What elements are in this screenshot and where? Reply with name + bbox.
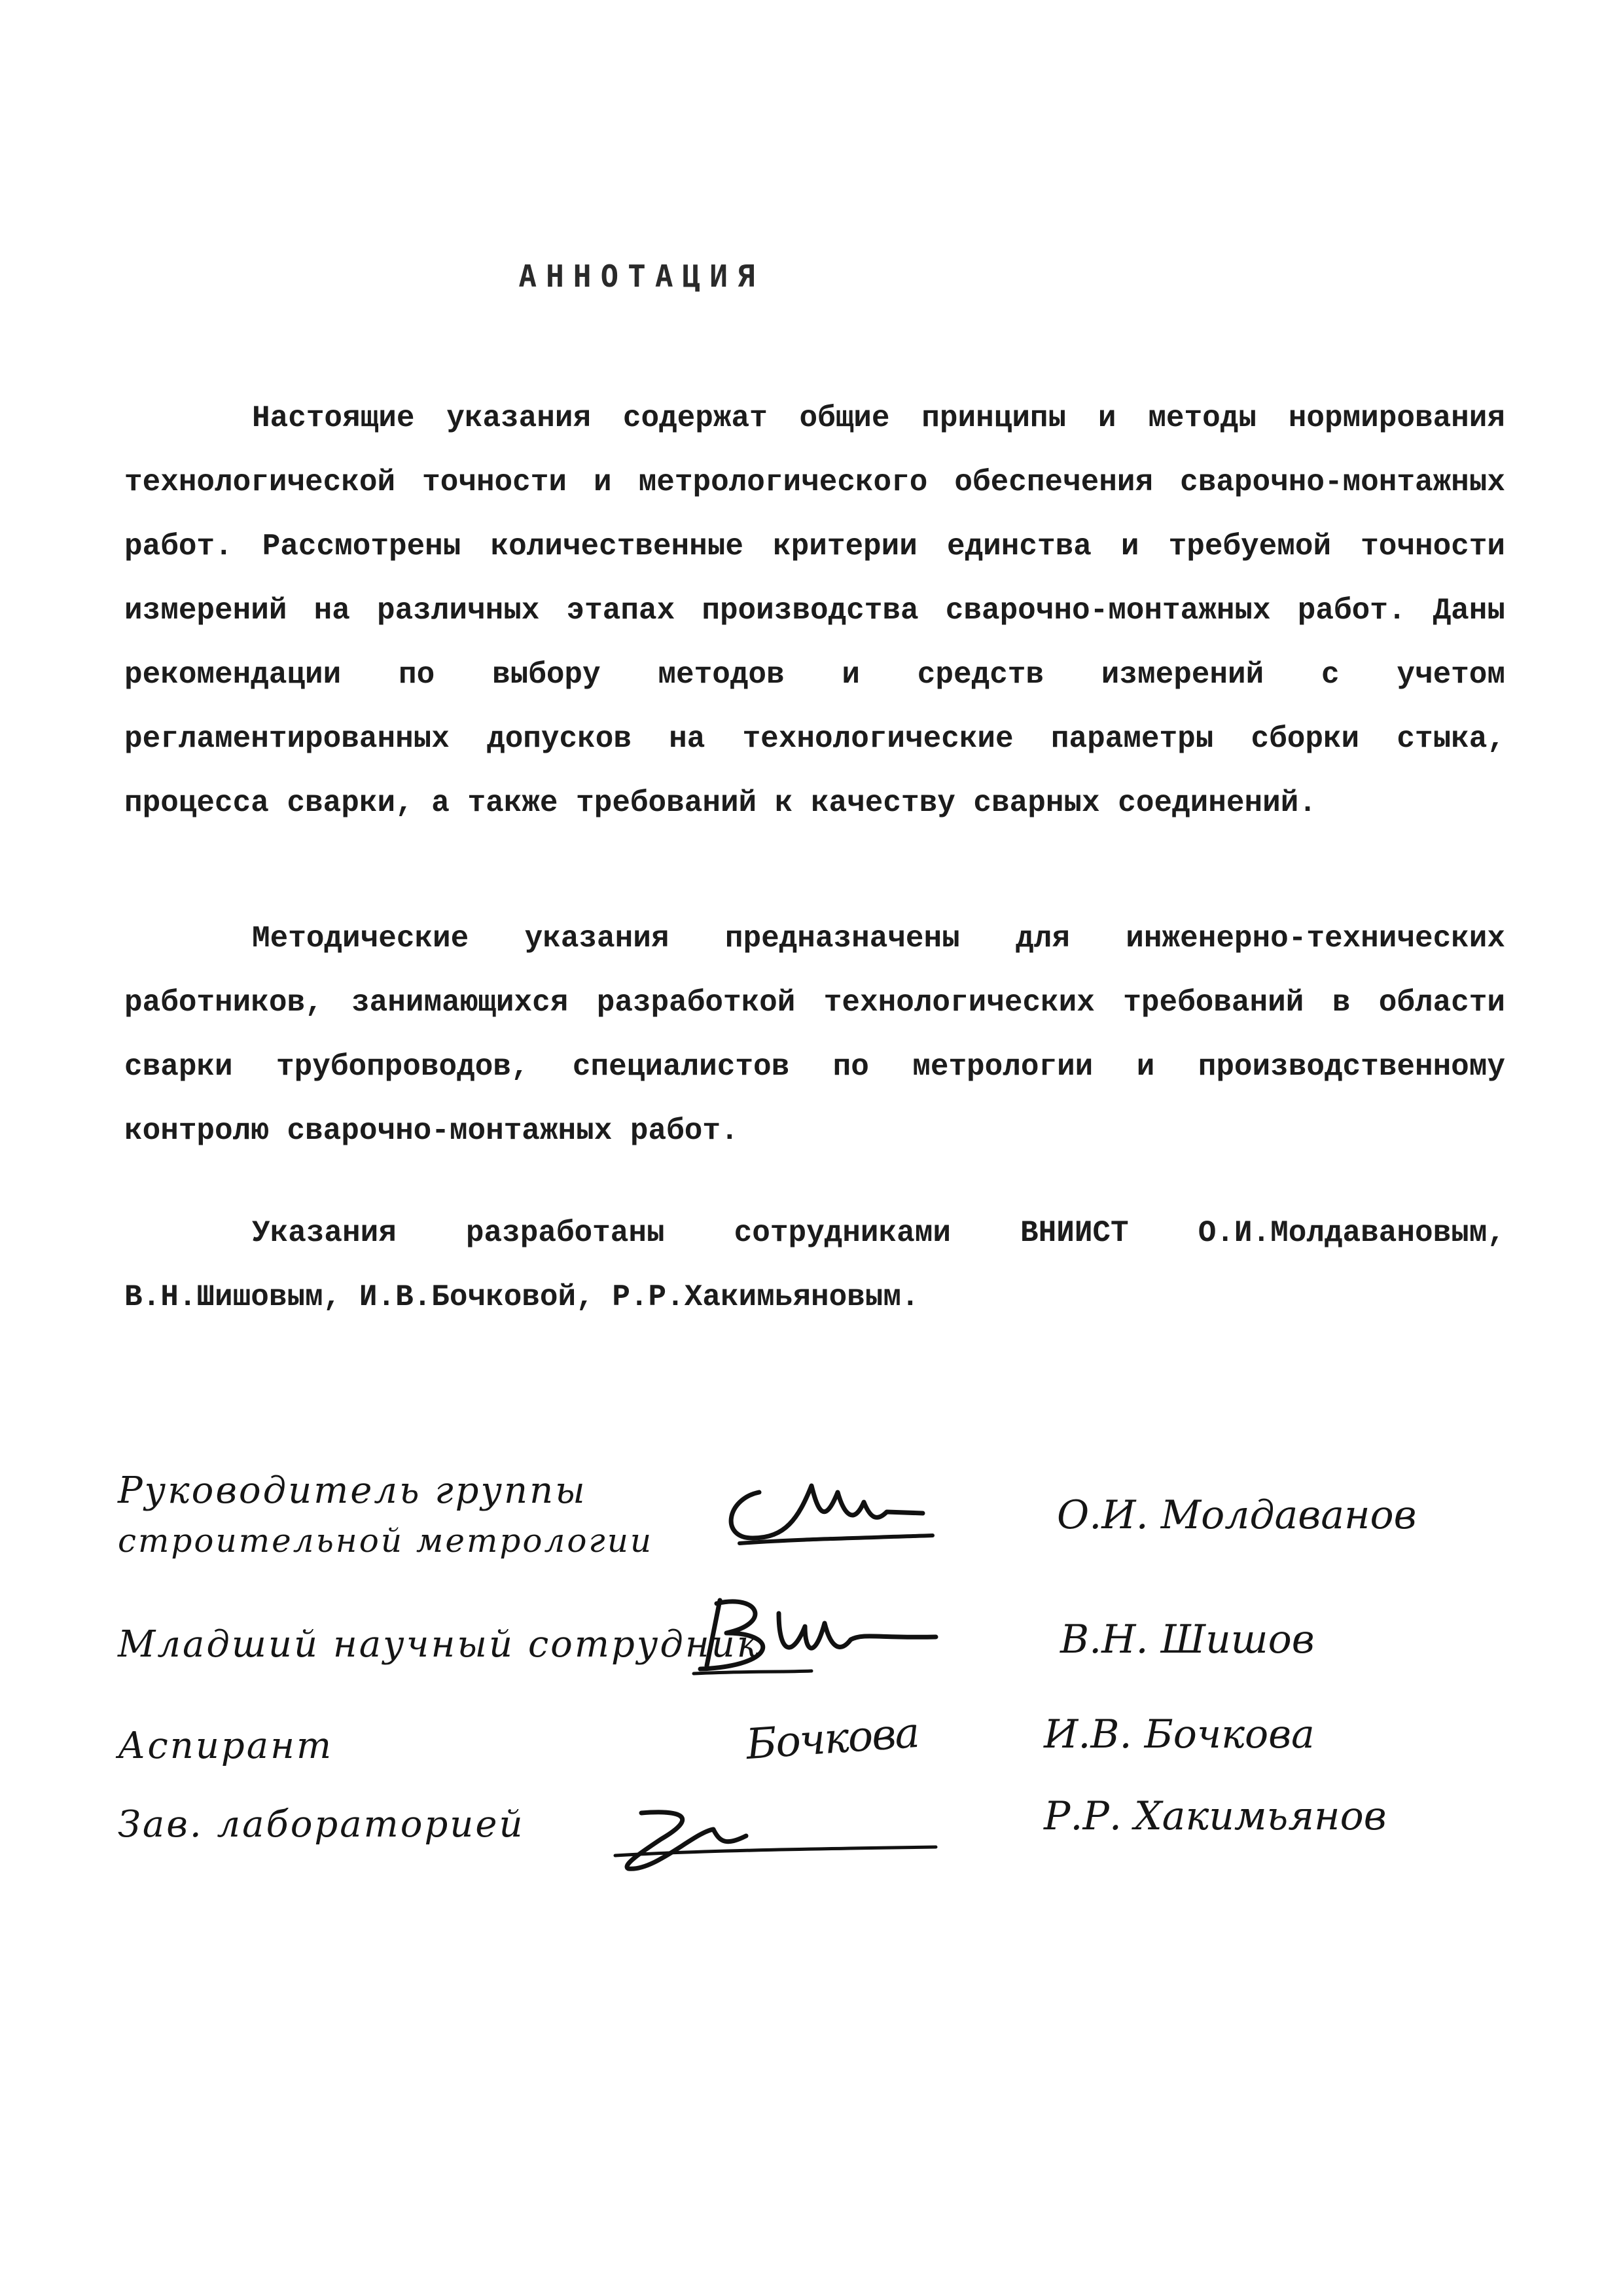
signer-1-signature [713,1466,936,1551]
signer-1-position-line2: строительной метрологии [118,1522,654,1560]
signer-2-signature [681,1587,942,1679]
signer-2-position: Младший научный сотрудник [118,1623,761,1666]
signer-1-position-line1: Руководитель группы [118,1469,587,1512]
signer-3-name: И.В. Бочкова [1044,1712,1315,1757]
signer-2-name: В.Н. Шишов [1060,1617,1315,1662]
paragraph-authors: Указания разработаны сотрудниками ВНИИСТ О.И.Молдавановым, В.Н.Шишовым, И.В.Бочковой, Р.Р.Хакимьяновым. [124,1216,1505,1314]
paragraph-audience: Методические указания предназначены для инженерно-технических работников, занимающихся разработкой технологических требований в области сварки трубопроводов, специалистов по метрологии и производственному контролю сварочно-монтажных работ. [124,922,1505,1148]
paragraph-summary: Настоящие указания содержат общие принципы и методы нормирования технологической точности и метрологического обеспечения сварочно-монтажных работ. Рассмотрены количественные критерии единства и требуемой точности измерений на различных этапах производства сварочно-монтажных работ. Даны рекомендации по выбору методов и средств измерений с учетом регламентированных допусков на технологические параметры сборки стыка, процесса сварки, а также требований к качеству сварных соединений. [124,401,1505,820]
signer-3-position: Аспирант [118,1725,334,1767]
signer-3-signature: Бочкова [744,1708,920,1770]
signer-4-position: Зав. лабораторией [118,1803,525,1846]
signer-1-name: О.И. Молдаванов [1057,1492,1417,1538]
signer-4-signature [602,1793,942,1878]
document-title: АННОТАЦИЯ [518,259,764,294]
signer-4-name: Р.Р. Хакимьянов [1044,1793,1387,1839]
